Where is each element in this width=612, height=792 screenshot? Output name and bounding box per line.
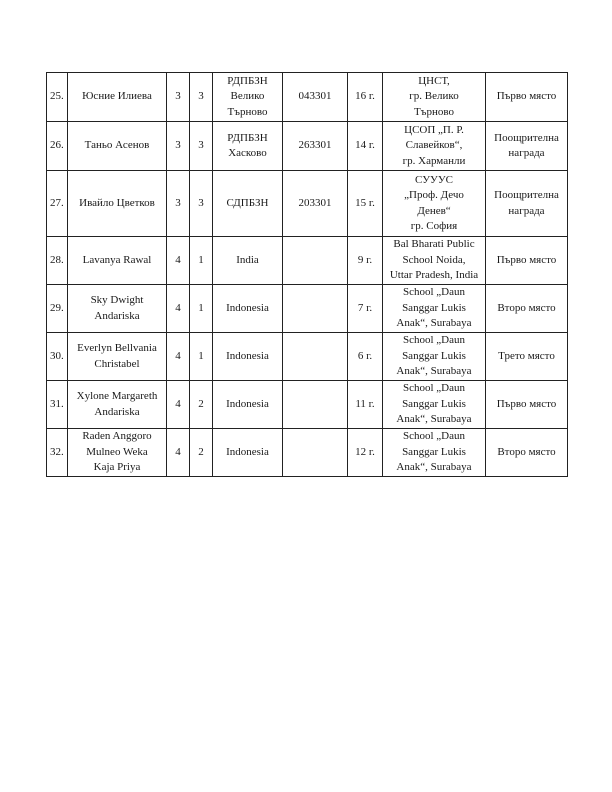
participant-name: [68, 333, 167, 381]
award: [486, 237, 568, 285]
school: [383, 122, 486, 171]
organization: [213, 171, 283, 237]
age: 15 г.: [348, 171, 383, 237]
name-line: Raden Anggoro: [82, 430, 152, 443]
school-line: ЦСОП „П. Р.: [404, 123, 464, 136]
age: 11 г.: [348, 381, 383, 429]
school: [383, 333, 486, 381]
name-line: Everlyn Bellvania: [77, 342, 157, 354]
name-line: Xylone Margareth: [76, 390, 158, 402]
organization: [213, 381, 283, 429]
name-line: Andariska: [94, 309, 140, 322]
name-line: Lavanya Rawal: [82, 253, 152, 266]
school: [383, 429, 486, 477]
group-number: 4: [167, 237, 190, 285]
code: [283, 429, 348, 477]
row-number: 25.: [47, 73, 68, 122]
award-line: Поощрителна: [494, 189, 559, 201]
school-line: гр. Харманли: [402, 154, 466, 167]
school-line: Bal Bharati Public: [393, 238, 475, 251]
table-row: [47, 429, 568, 477]
name-line: Юсние Илиева: [82, 90, 152, 103]
row-number: 32.: [47, 429, 68, 477]
table-row: [47, 122, 568, 171]
school-line: Anak“, Surabaya: [396, 461, 472, 474]
school-line: School „Daun: [402, 334, 465, 347]
participant-name: [68, 122, 167, 171]
award: [486, 285, 568, 333]
group-number: 3: [167, 171, 190, 237]
row-number: 30.: [47, 333, 68, 381]
participant-name: [68, 285, 167, 333]
age: 7 г.: [348, 285, 383, 333]
organization: [213, 333, 283, 381]
age: 6 г.: [348, 333, 383, 381]
row-number: 31.: [47, 381, 68, 429]
award: [486, 73, 568, 122]
award-line: Трето място: [498, 349, 555, 362]
code: 203301: [283, 171, 348, 237]
school-line: ЦНСТ,: [418, 74, 450, 87]
code: 043301: [283, 73, 348, 122]
group-number: 3: [167, 122, 190, 171]
school-line: School „Daun: [402, 430, 465, 443]
school-line: Търново: [414, 105, 454, 118]
row-number: 29.: [47, 285, 68, 333]
award: [486, 381, 568, 429]
organization-line: РДПБЗН: [227, 131, 268, 144]
name-line: Таньо Асенов: [84, 139, 150, 152]
age: 16 г.: [348, 73, 383, 122]
organization-line: СДПБЗН: [226, 196, 269, 209]
table-row: [47, 333, 568, 381]
organization-line: РДПБЗН: [227, 74, 268, 87]
name-line: Mulneo Weka: [86, 445, 148, 458]
organization: [213, 122, 283, 171]
subgroup-number: 2: [190, 381, 213, 429]
school-line: School „Daun: [402, 382, 465, 395]
award: [486, 429, 568, 477]
school: [383, 73, 486, 122]
group-number: 4: [167, 285, 190, 333]
school: [383, 237, 486, 285]
school: [383, 285, 486, 333]
subgroup-number: 1: [190, 285, 213, 333]
table-row: [47, 381, 568, 429]
organization-line: Indonesia: [226, 445, 269, 458]
age: 14 г.: [348, 122, 383, 171]
school-line: School Noida,: [402, 253, 466, 266]
row-number: 27.: [47, 171, 68, 237]
age: 9 г.: [348, 237, 383, 285]
school-line: Sanggar Lukis: [402, 349, 466, 362]
award: [486, 122, 568, 171]
school-line: Славейков“,: [405, 139, 463, 152]
organization: [213, 429, 283, 477]
participant-name: [68, 237, 167, 285]
school-line: Sanggar Lukis: [402, 445, 466, 458]
row-number: 26.: [47, 122, 68, 171]
subgroup-number: 3: [190, 122, 213, 171]
name-line: Andariska: [94, 405, 140, 418]
group-number: 4: [167, 333, 190, 381]
school-line: Anak“, Surabaya: [396, 317, 472, 330]
organization-line: India: [236, 253, 259, 266]
code: [283, 381, 348, 429]
award-line: награда: [508, 147, 545, 159]
organization-line: Велико: [230, 90, 265, 103]
table-row: [47, 237, 568, 285]
code: [283, 333, 348, 381]
subgroup-number: 1: [190, 237, 213, 285]
subgroup-number: 3: [190, 73, 213, 122]
table-row: [47, 73, 568, 122]
organization-line: Indonesia: [226, 301, 269, 314]
group-number: 4: [167, 381, 190, 429]
name-line: Sky Dwight: [90, 294, 144, 306]
school-line: Денев“: [417, 204, 451, 217]
school-line: Anak“, Surabaya: [396, 413, 472, 426]
award-line: Второ място: [497, 301, 556, 314]
award-line: Второ място: [497, 445, 556, 458]
school-line: Sanggar Lukis: [402, 397, 466, 410]
school-line: „Проф. Дечо: [404, 189, 464, 201]
subgroup-number: 3: [190, 171, 213, 237]
name-line: Ивайло Цветков: [79, 196, 155, 209]
name-line: Kaja Priya: [93, 461, 141, 474]
school-line: School „Daun: [402, 286, 465, 299]
organization-line: Търново: [227, 105, 268, 118]
award-line: Първо място: [496, 397, 557, 410]
group-number: 4: [167, 429, 190, 477]
award: [486, 333, 568, 381]
award-line: Първо място: [496, 253, 557, 266]
school-line: Uttar Pradesh, India: [389, 269, 479, 282]
participant-name: [68, 73, 167, 122]
organization: [213, 285, 283, 333]
row-number: 28.: [47, 237, 68, 285]
table-row: [47, 171, 568, 237]
award-line: награда: [508, 204, 545, 217]
school-line: гр. София: [410, 220, 458, 232]
organization: [213, 73, 283, 122]
results-table: [46, 72, 568, 477]
subgroup-number: 1: [190, 333, 213, 381]
school: [383, 171, 486, 237]
organization-line: Indonesia: [226, 349, 269, 362]
school-line: гр. Велико: [409, 90, 459, 103]
table-row: [47, 285, 568, 333]
organization-line: Хасково: [228, 147, 267, 159]
subgroup-number: 2: [190, 429, 213, 477]
name-line: Christabel: [94, 357, 140, 370]
school-line: Anak“, Surabaya: [396, 365, 472, 378]
code: [283, 285, 348, 333]
participant-name: [68, 171, 167, 237]
school-line: СУУУС: [415, 173, 453, 186]
school-line: Sanggar Lukis: [402, 301, 466, 314]
organization: [213, 237, 283, 285]
age: 12 г.: [348, 429, 383, 477]
award-line: Първо място: [496, 90, 557, 103]
organization-line: Indonesia: [226, 397, 269, 410]
award: [486, 171, 568, 237]
code: [283, 237, 348, 285]
award-line: Поощрителна: [494, 131, 559, 144]
participant-name: [68, 429, 167, 477]
school: [383, 381, 486, 429]
code: 263301: [283, 122, 348, 171]
table-body: [47, 73, 568, 477]
group-number: 3: [167, 73, 190, 122]
participant-name: [68, 381, 167, 429]
